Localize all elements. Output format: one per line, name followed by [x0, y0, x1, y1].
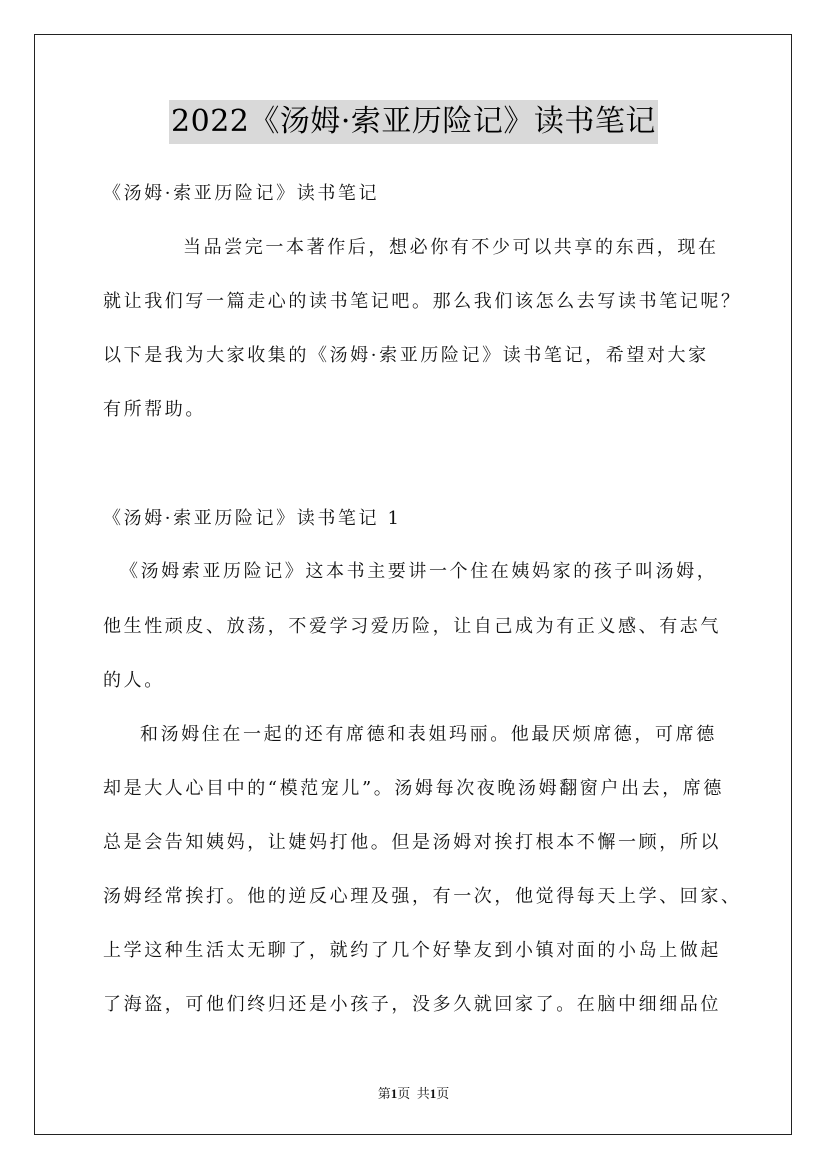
paragraph-line: 就让我们写一篇走心的读书笔记吧。那么我们该怎么去写读书笔记呢？	[103, 291, 742, 312]
footer-page-suffix: 页	[397, 1086, 411, 1101]
footer-total-number: 1	[429, 1086, 437, 1101]
paragraph-line: 却是大人心目中的“模范宠儿”。汤姆每次夜晚汤姆翻窗户出去，席德	[103, 778, 725, 799]
paragraph-line: 和汤姆住在一起的还有席德和表姐玛丽。他最厌烦席德，可席德	[140, 724, 717, 745]
document-title: 2022《汤姆·索亚历险记》读书笔记	[169, 100, 658, 144]
paragraph-line: 当品尝完一本著作后，想必你有不少可以共享的东西，现在	[183, 237, 719, 258]
paragraph-line: 了海盗，可他们终归还是小孩子，没多久就回家了。在脑中细细品位	[103, 994, 721, 1015]
paragraph-line: 总是会告知姨妈，让婕妈打他。但是汤姆对挨打根本不懈一顾，所以	[103, 832, 721, 853]
subtitle-line: 《汤姆·索亚历险记》读书笔记	[103, 183, 380, 204]
footer-total-suffix: 页	[436, 1086, 450, 1101]
footer-total-prefix: 共	[416, 1086, 430, 1101]
title-container	[0, 100, 827, 144]
page-footer	[0, 1083, 827, 1102]
paragraph-line: 的人。	[103, 670, 165, 691]
footer-page-prefix: 第	[377, 1086, 391, 1101]
paragraph-line: 以下是我为大家收集的《汤姆·索亚历险记》读书笔记，希望对大家	[103, 345, 709, 366]
paragraph-line: 有所帮助。	[103, 399, 206, 420]
paragraph-line: 汤姆经常挨打。他的逆反心理及强，有一次，他觉得每天上学、回家、	[103, 886, 742, 907]
paragraph-line: 他生性顽皮、放荡，不爱学习爱历险，让自己成为有正义感、有志气	[103, 616, 721, 637]
paragraph-line: 《汤姆索亚历险记》这本书主要讲一个住在姨妈家的孩子叫汤姆，	[120, 561, 718, 582]
paragraph-line: 上学这种生活太无聊了，就约了几个好挚友到小镇对面的小岛上做起	[103, 940, 721, 961]
section-heading: 《汤姆·索亚历险记》读书笔记 1	[103, 508, 402, 529]
footer-page-number: 1	[390, 1086, 398, 1101]
